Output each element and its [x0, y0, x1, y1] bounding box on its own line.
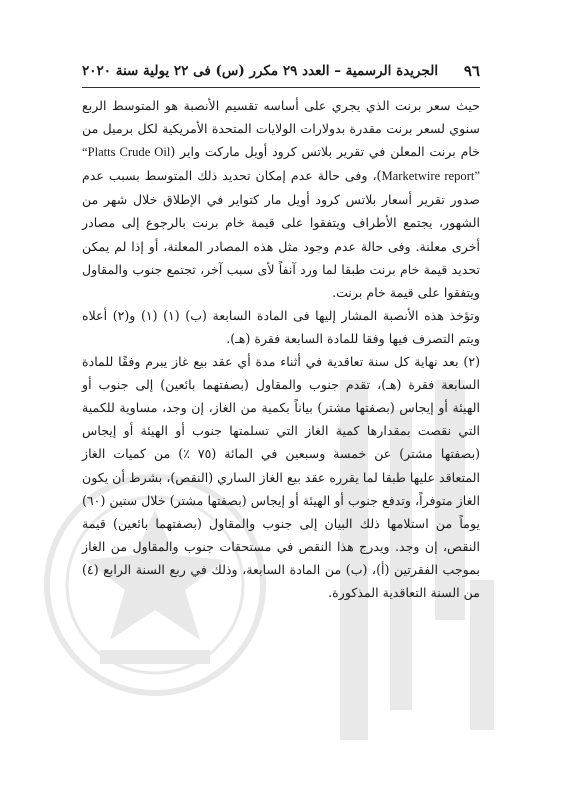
paragraph-item-2: (٢) بعد نهاية كل سنة تعاقدية في أثناء مدة أي عقد بيع غاز يبرم وفقًا للمادة السابعة فقرة (هـ)، تقدم جنوب والمقاول (بصفتهما بائعين) إلى جنوب أو الهيئة أو إيجاس (بصفتها مشتر) بياناً بكمية من الغاز، إن وجد، مساوية للكمية التي نقصت بمقدارها كمية الغاز التي تسلمتها جنوب أو الهيئة أو إيجاس (بصفتها مشتر) عن خمسة وسبعين في المائة (٧٥ ٪) من كميات الغاز المتعاقد عليها طبقا لما يقرره عقد بيع الغاز الساري (النقص)، بشرط أن يكون الغاز متوفراً، وتدفع جنوب أو الهيئة أو إيجاس (بصفتها مشتر) خلال ستين (٦٠) يوماً من استلامها ذلك البيان إلى جنوب والمقاول (بصفتهما بائعين) قيمة النقص، إن وجد. ويدرج هذا النقص في مستحقات جنوب والمقاول من الغاز بموجب الفقرتين (أ)، (ب) من المادة السابعة، وذلك في ربع السنة الرابع (٤) من السنة التعاقدية المذكورة. [82, 354, 481, 600]
document-body [82, 94, 480, 604]
page-header [82, 58, 480, 84]
gazette-header-title: الجريدة الرسمية – العدد ٢٩ مكرر (س) فى ٢٢ يولية سنة ٢٠٢٠ [82, 63, 439, 79]
paragraph-text: حيث سعر برنت الذي يجري على أساسه تقسيم الأنصبة هو المتوسط الربع سنوي لسعر برنت مقدرة بدولارات الولايات المتحدة الأمريكية لكل برميل من خام برنت المعلن في تقرير بلاتس كرود أويل ماركت واير ( [82, 98, 480, 160]
page-number: ٩٦ [463, 62, 480, 80]
header-divider [82, 87, 480, 88]
report-name: “Platts Crude Oil Marketwire report” [82, 145, 480, 184]
paragraph-text: )، وفى حالة عدم إمكان تحديد ذلك المتوسط بسبب عدم صدور تقرير أسعار بلاتس كرود أويل مار كتواير في الإطلاق خلال شهر من الشهور، يجتمع الأطراف ويتفقوا على قيمة خام برنت بالرجوع إلى مصادر أخرى معلنة. وفى حالة عدم وجود مثل هذه المصادر المعلنة، أو إذا لم يمكن تحديد قيمة خام برنت طبقا لما ورد آنفاً لأى سبب آخر، تجتمع جنوب والمقاول ويتفقوا على قيمة خام برنت. [82, 168, 480, 300]
paragraph-shares: وتؤخذ هذه الأنصبة المشار إليها فى المادة السابعة (ب) (١) (١) و(٢) أعلاه ويتم التصرف فيها وفقا للمادة السابعة فقرة (هـ). [82, 307, 480, 346]
paragraph-brent-price [82, 94, 480, 304]
